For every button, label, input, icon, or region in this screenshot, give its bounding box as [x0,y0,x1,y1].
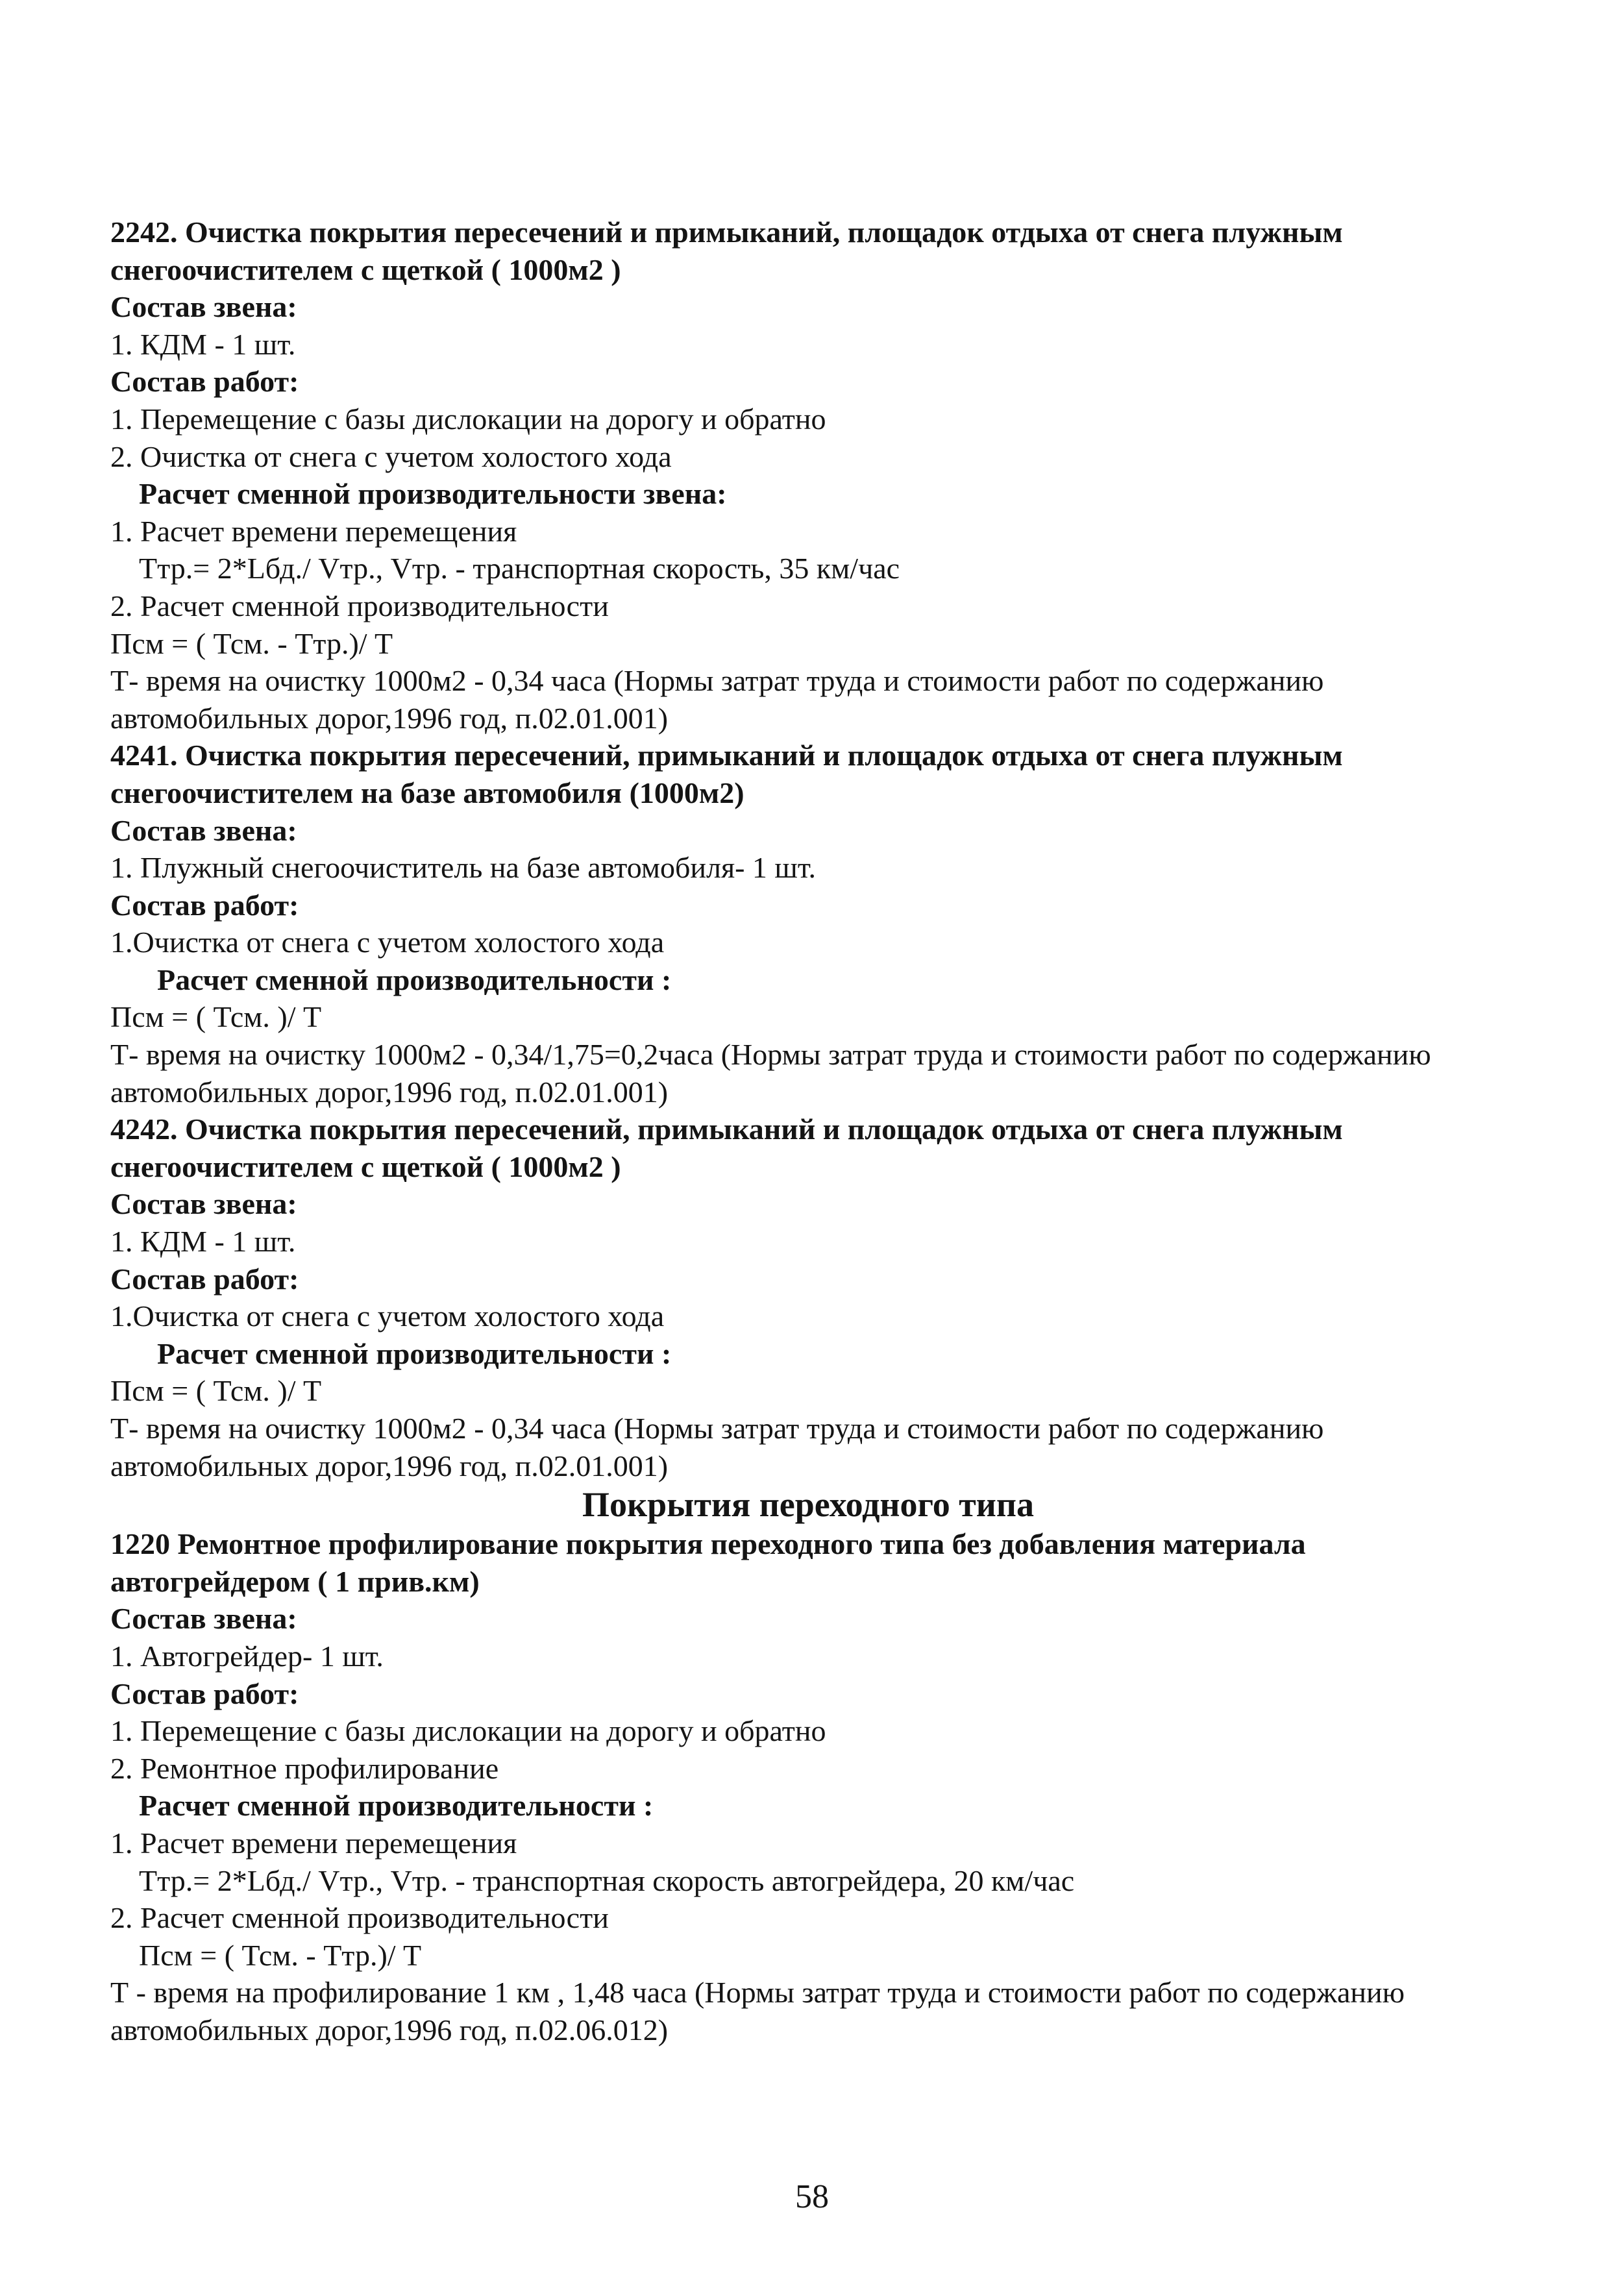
crew-item: 1. Плужный снегоочиститель на базе автомобиля- 1 шт. [110,851,816,885]
calc-label: Расчет сменной производительности : [157,963,672,996]
section-title: 4241. Очистка покрытия пересечений, примыканий и площадок отдыха от снега плужным снегоочистителем на базе автомобиля (1000м2) [110,739,1343,809]
formula-line: Псм = ( Тсм. - Ттр.)/ Т [110,626,393,660]
works-item: 2. Очистка от снега с учетом холостого хода [110,439,672,473]
works-item: 1.Очистка от снега с учетом холостого хода [110,926,665,959]
calc-line: 2. Расчет сменной производительности [110,589,609,622]
crew-label: Состав звена: [110,1187,297,1221]
works-label: Состав работ: [110,1262,299,1296]
works-item: 2. Ремонтное профилирование [110,1751,499,1785]
norm-note: Т- время на очистку 1000м2 - 0,34 часа (Нормы затрат труда и стоимости работ по содержанию автомобильных дорог,1996 год, п.02.01.001) [110,664,1324,735]
crew-label: Состав звена: [110,813,297,847]
crew-label: Состав звена: [110,1602,297,1636]
calc-label: Расчет сменной производительности : [157,1336,672,1370]
works-label: Состав работ: [110,365,299,399]
crew-item: 1. Автогрейдер- 1 шт. [110,1639,384,1673]
calc-line: 1. Расчет времени перемещения [110,1826,517,1860]
formula-line: Псм = ( Тсм. )/ Т [110,1374,322,1408]
formula-line: Ттр.= 2*Lбд./ Vтр., Vтр. - транспортная скорость, 35 км/час [139,552,900,585]
crew-item: 1. КДМ - 1 шт. [110,1225,296,1259]
works-label: Состав работ: [110,1677,299,1710]
formula-line: Ттр.= 2*Lбд./ Vтр., Vтр. - транспортная скорость автогрейдера, 20 км/час [139,1863,1075,1897]
norm-note: Т- время на очистку 1000м2 - 0,34/1,75=0,2часа (Нормы затрат труда и стоимости работ по содержанию автомобильных дорог,1996 год, п.02.01.001) [110,1038,1431,1109]
formula-line: Псм = ( Тсм. - Ттр.)/ Т [139,1938,422,1972]
calc-label: Расчет сменной производительности звена: [139,477,727,511]
works-item: 1.Очистка от снега с учетом холостого хода [110,1299,665,1333]
page-number: 58 [795,2178,829,2215]
works-label: Состав работ: [110,888,299,922]
crew-label: Состав звена: [110,290,297,324]
section-heading: Покрытия переходного типа [582,1485,1034,1525]
calc-line: 2. Расчет сменной производительности [110,1901,609,1935]
section-title: 2242. Очистка покрытия пересечений и примыканий, площадок отдыха от снега плужным снегоочистителем с щеткой ( 1000м2 ) [110,215,1343,286]
crew-item: 1. КДМ - 1 шт. [110,327,296,361]
norm-note: Т- время на очистку 1000м2 - 0,34 часа (Нормы затрат труда и стоимости работ по содержанию автомобильных дорог,1996 год, п.02.01.001) [110,1412,1324,1482]
calc-label: Расчет сменной производительности : [139,1789,654,1823]
works-item: 1. Перемещение с базы дислокации на дорогу и обратно [110,402,826,436]
section-title: 4242. Очистка покрытия пересечений, примыканий и площадок отдыха от снега плужным снегоочистителем с щеткой ( 1000м2 ) [110,1112,1343,1183]
norm-note: Т - время на профилирование 1 км , 1,48 часа (Нормы затрат труда и стоимости работ по содержанию автомобильных дорог,1996 год, п.02.06.012) [110,1976,1405,2046]
section-title: 1220 Ремонтное профилирование покрытия переходного типа без добавления материала автогрейдером ( 1 прив.км) [110,1527,1306,1598]
works-item: 1. Перемещение с базы дислокации на дорогу и обратно [110,1714,826,1748]
calc-line: 1. Расчет времени перемещения [110,514,517,548]
document-page [110,214,1506,2049]
formula-line: Псм = ( Тсм. )/ Т [110,1000,322,1034]
